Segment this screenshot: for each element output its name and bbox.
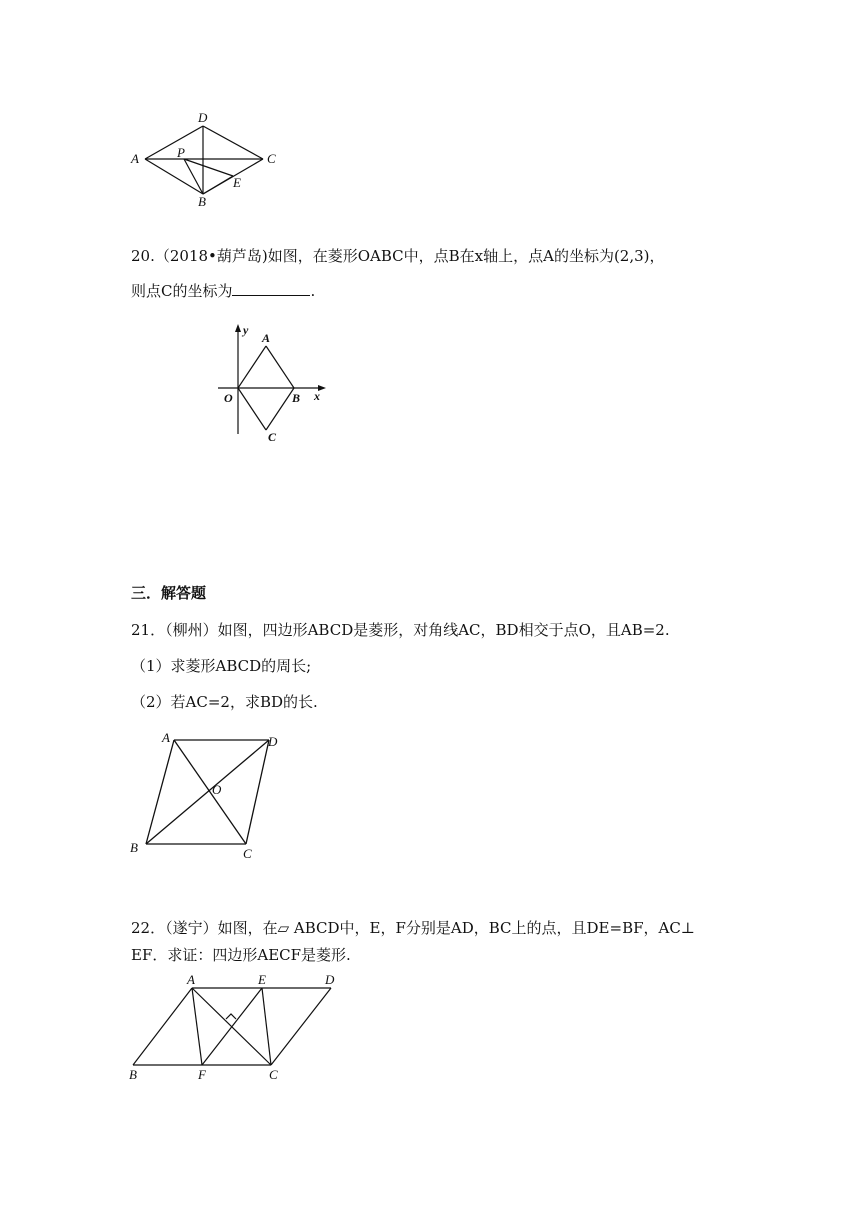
section-title: 三．解答题: [131, 584, 207, 602]
q20-line2-prefix: 则点C的坐标为: [131, 282, 233, 300]
label-a: A: [131, 151, 139, 166]
label-x: x: [314, 389, 320, 403]
figure-q22: [125, 974, 345, 1086]
figure-q19: [125, 108, 285, 213]
label-e: E: [233, 175, 241, 190]
label-o: O: [212, 782, 222, 797]
label-b: B: [292, 391, 301, 405]
q21-part1: （1）求菱形ABCD的周长;: [131, 657, 312, 675]
label-b: B: [130, 840, 138, 855]
label-c: C: [267, 151, 276, 166]
label-d: D: [325, 974, 335, 987]
q20-line1: 20.（2018•葫芦岛)如图，在菱形OABC中，点B在x轴上，点A的坐标为(2,3)，: [131, 247, 665, 265]
figure-q20: [210, 322, 340, 447]
label-c: C: [269, 1067, 278, 1082]
label-c: C: [268, 430, 277, 444]
label-a: A: [162, 730, 170, 745]
figure-q21: [126, 728, 291, 863]
label-d: D: [268, 734, 278, 749]
q22-line2: EF．求证：四边形AECF是菱形.: [131, 946, 351, 964]
label-a: A: [262, 331, 271, 345]
label-b: B: [129, 1067, 137, 1082]
q21-line1: 21．（柳州）如图，四边形ABCD是菱形，对角线AC，BD相交于点O，且AB=2.: [131, 621, 670, 639]
label-e: E: [258, 974, 266, 987]
answer-blank: [232, 281, 310, 296]
q22-line1: 22．（遂宁）如图，在▱ ABCD中，E，F分别是AD，BC上的点，且DE=BF，AC⊥: [131, 919, 695, 937]
label-a: A: [187, 974, 195, 987]
q20-line2-suffix: .: [310, 282, 316, 300]
label-b: B: [198, 194, 206, 209]
label-d: D: [198, 110, 208, 125]
q21-part2: （2）若AC=2，求BD的长.: [131, 693, 318, 711]
label-o: O: [224, 391, 233, 405]
label-p: P: [177, 145, 185, 160]
label-y: y: [243, 323, 249, 337]
q20-line2: [131, 281, 315, 301]
label-c: C: [243, 846, 252, 861]
label-f: F: [198, 1067, 206, 1082]
